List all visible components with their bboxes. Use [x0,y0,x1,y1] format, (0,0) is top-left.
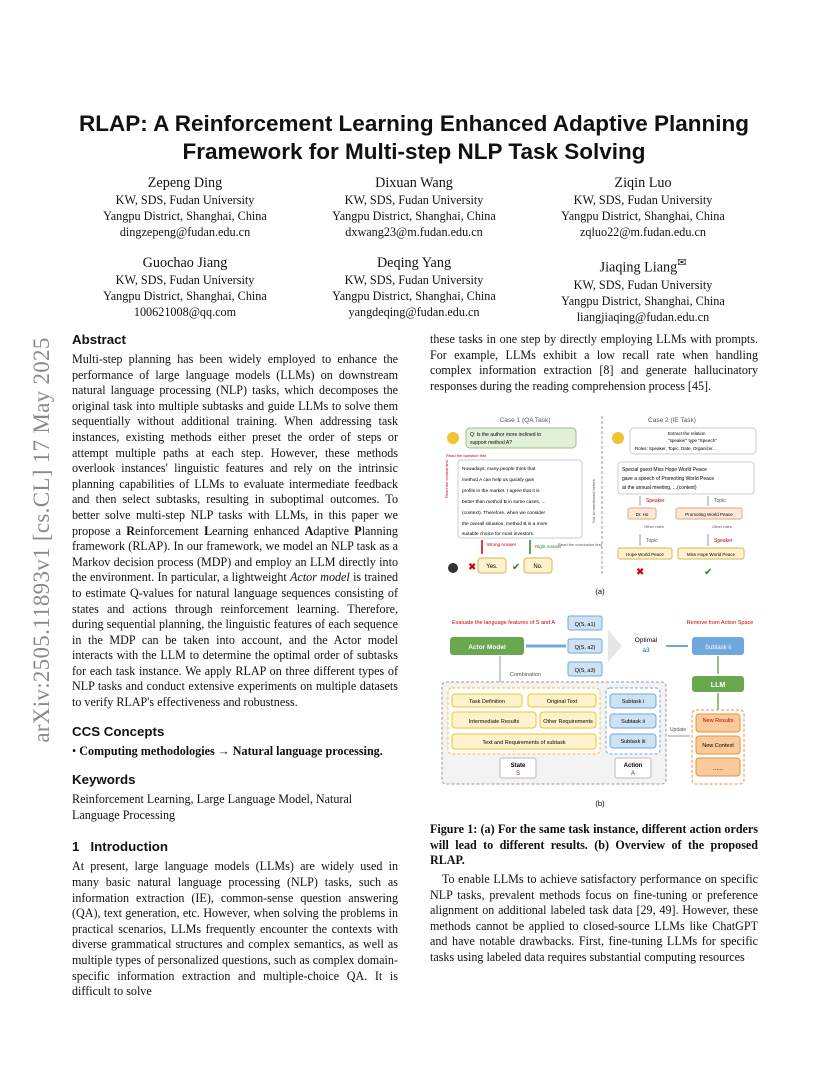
figure-1b [440,612,760,812]
text-requirements-text: Text and Requirements of subtask [482,740,566,746]
figure-caption: Figure 1: (a) For the same task instance, different action orders will lead to different results. (b) Overview of the proposed RLAP. [430,822,758,868]
context-line: better than method B in some cases, ... [462,500,546,505]
case1-label: Case 1 (QA Task) [499,417,551,424]
abstract-text: Multi-step planning has been widely employed to enhance the performance of large language models (LLMs) on downstream natural language processing (NLP) tasks, which decomposes the original task into multiple subtasks and guide LLMs to solve them sequentially without additional training. When addressing task instances, existing methods either preset the order of steps or attempt multiple paths at each step. However, these methods overlook instances' linguistic features and rely on the intrinsic planning capabilities of LLMs to evaluate intermediate feedback and then select subtasks, resulting in suboptimal outcomes. To better solve multi-step NLP tasks with LLMs, in this paper we propose a Reinforcement Learning enhanced Adaptive Planning framework (RLAP). In our framework, we model an NLP task as a Markov decision process (MDP) and employ an LLM directly into the environment. In particular, a lightweight Actor model is trained to estimate Q-values for natural language sequences consisting of states and actions through reinforcement learning. Therefore, during sequential planning, the linguistic features of each sequence in the MDP can be taken into account, and the Actor model interacts with the LLM to determine the optimal order of subtasks for each task instance. We apply RLAP on three different types of NLP tasks and conduct extensive experiments on multiple datasets to verify RLAP's effectiveness and robustness. [72,352,398,710]
author-3 [528,174,758,240]
intro-heading: 1 Introduction [72,839,169,855]
ie-context-line: Special guest Miss Hope World Peace [622,467,707,473]
author-email[interactable]: 100621008@qq.com [133,305,237,319]
state-symbol: S [515,771,521,777]
right-answer-label: Right Answer [535,544,562,549]
other-roles-label: Other roles [712,524,732,529]
original-text-text: Original Text [546,699,578,705]
check-icon: ✔ [704,567,713,578]
author-name: Ziqin Luo [614,175,672,191]
author-6 [528,254,758,325]
side-note: Not so mentioned before [591,479,596,523]
keywords-text: Reinforcement Learning, Large Language Model, Natural Language Processing [72,792,353,822]
author-address: Yangpu District, Shanghai, China [332,209,496,223]
cross-icon: ✖ [636,567,645,578]
llm-text: LLM [710,682,726,689]
left-column [72,332,398,1000]
question-line-1: Q: Is the author more inclined to [470,432,542,438]
q-value-2: Q(S, a2) [574,645,596,651]
author-affiliation: KW, SDS, Fudan University [115,273,255,287]
check-icon: ✔ [512,562,521,573]
context-line: method A can help us quickly gain [462,478,535,483]
emoji-icon [447,432,459,444]
cross-icon: ✖ [468,562,477,573]
author-address: Yangpu District, Shanghai, China [332,289,496,303]
no-text: No. [533,564,543,570]
case2-label: Case 2 (IE Task) [648,417,696,424]
ie-question-line: "speaker" type "Speech" [668,438,717,443]
emoji-icon [612,432,624,444]
selected-subtask-text: Subtask ii [704,645,732,651]
author-affiliation: KW, SDS, Fudan University [344,193,484,207]
intro-continued: these tasks in one step by directly employing LLMs with prompts. For example, LLMs exhibit a low recall rate when handling complex information extraction [8] and generate hallucinatory responses during the reading comprehension process [45]. [430,332,758,393]
figure-1a-diagram [440,408,760,600]
remove-label: Remove from Action Space [686,620,754,626]
read-conclusion-note: Read the conclusion first [558,542,602,547]
context-line: suitable choice for most investors. [462,532,535,537]
author-email[interactable]: yangdeqing@fudan.edu.cn [348,305,480,319]
robot-icon [448,563,458,573]
subtask-i-text: Subtask i [621,699,645,705]
author-email[interactable]: liangjiaqing@fudan.edu.cn [576,309,710,324]
author-name [528,254,758,277]
author-name: Zepeng Ding [147,175,223,191]
figure-b-label: (b) [595,799,605,808]
q-value-3: Q(S, a3) [574,668,596,674]
intro-section [72,839,398,999]
keywords-section [72,772,398,823]
question-line-2: support method A? [470,440,512,446]
author-email[interactable]: dxwang23@m.fudan.edu.cn [345,225,483,239]
author-affiliation: KW, SDS, Fudan University [573,277,713,292]
entity-text: Dr. Ho [635,512,649,517]
ccs-section [72,724,398,760]
ie-context-line: at the annual meeting, ...(context) [622,485,697,491]
state-label: State [510,763,526,769]
action-symbol: A [630,771,636,777]
topic-label-2: Topic [646,538,658,544]
new-context-text: New Context [702,743,734,749]
paper-title: RLAP: A Reinforcement Learning Enhanced Adaptive Planning Framework for Multi-step NLP Task Solving [78,111,750,164]
keywords-heading: Keywords [72,772,136,788]
wrong-answer-label: Wrong Answer [487,542,517,547]
topic-label: Topic [714,498,726,504]
actor-model-text: Actor Model [468,644,506,651]
author-name: Guochao Jiang [142,255,228,271]
author-name: Deqing Yang [376,255,452,271]
other-requirements-text: Other Requirements [543,719,593,725]
optimal-label: Optimal [634,637,658,644]
abstract-heading: Abstract [72,332,126,347]
yes-text: Yes. [486,564,498,570]
author-address: Yangpu District, Shanghai, China [103,289,267,303]
author-4 [70,254,300,320]
author-name: Dixuan Wang [375,175,453,191]
read-question-note: Read the question first [446,453,487,458]
author-address: Yangpu District, Shanghai, China [103,209,267,223]
subtask-iii-text: Subtask iii [620,739,646,745]
subtask-ii-text: Subtask ii [621,719,645,725]
context-line: (context). Therefore, when we consider [462,511,546,516]
result-text: Hope World Peace [626,552,664,557]
author-address: Yangpu District, Shanghai, China [561,209,725,223]
author-affiliation: KW, SDS, Fudan University [573,193,713,207]
author-affiliation: KW, SDS, Fudan University [115,193,255,207]
ccs-text: • Computing methodologies → Natural language processing. [72,743,383,758]
new-results-text: New Results [702,718,734,724]
context-line: profits in the market. I agree that it is [462,489,540,494]
right-column-top [430,332,758,394]
author-1 [70,174,300,240]
author-email[interactable]: dingzepeng@fudan.edu.cn [119,225,251,239]
context-line: the overall situation, method B is a more [462,522,548,527]
author-affiliation: KW, SDS, Fudan University [344,273,484,287]
author-address: Yangpu District, Shanghai, China [561,293,725,308]
q-value-1: Q(S, a1) [574,622,596,628]
intermediate-results-text: Intermediate Results [468,719,520,725]
arxiv-stamp: arXiv:2505.11893v1 [cs.CL] 17 May 2025 [29,337,54,743]
evaluate-label: Evaluate the language features of S and A [452,620,556,626]
other-roles-label: Other roles [644,524,664,529]
author-name-text: Jiaqing Liang [599,259,678,276]
right-column-bottom: To enable LLMs to achieve satisfactory performance on specific NLP tasks, prevalent methods focus on fine-tuning or preference alignment on additional labeled task data [29, 49]. However, these methods cannot be applied to closed-source LLMs like ChatGPT and have notable drawbacks. First, fine-tuning LLMs for specific tasks using labeled data requires substantial computing resources [430,872,758,964]
combination-label: Combination [510,672,541,678]
author-5 [299,254,529,320]
ie-context-line: gave a speech of Promoting World Peace [622,476,715,482]
speaker-label: Speaker [646,498,665,504]
result-text: Miss Hope World Peace [686,552,736,557]
context-line: Nowadays, many people think that [462,467,536,472]
more-dots-text: ...... [712,766,724,772]
figure-a-label: (a) [595,587,605,596]
ie-question-line: Extract the relation [668,431,706,436]
figure-1b-diagram [440,612,760,812]
ie-question-line: Roles: Speaker, Topic, Date, Organizer... [635,446,717,451]
entity-text: Promoting World Peace [685,512,733,517]
author-2 [299,174,529,240]
optimal-arrow [608,630,622,662]
author-email[interactable]: zqluo22@m.fudan.edu.cn [580,225,706,239]
update-label: Update [669,727,687,733]
action-label: Action [623,763,643,769]
task-definition-text: Task Definition [469,699,505,705]
read-context-note: Read the context first [444,460,449,498]
optimal-action-label: a3 [642,647,650,654]
ccs-heading: CCS Concepts [72,723,165,739]
speaker-label-2: Speaker [714,538,733,544]
figure-1a [440,408,760,600]
intro-text: At present, large language models (LLMs) are widely used in many basic natural language processing (NLP) tasks, such as information extraction (IE), common-sense question answering (QA), text generation, etc. However, when solving the problems in practical scenarios, LLMs frequently encounter the contexts with diverse grammatical structures and complex semantics, as well as multiple types of personalized questions, such as complex domain-specific information extraction and multiple-choice QA. It is difficult to solve [72,859,398,999]
envelope-icon: ✉ [677,257,687,269]
